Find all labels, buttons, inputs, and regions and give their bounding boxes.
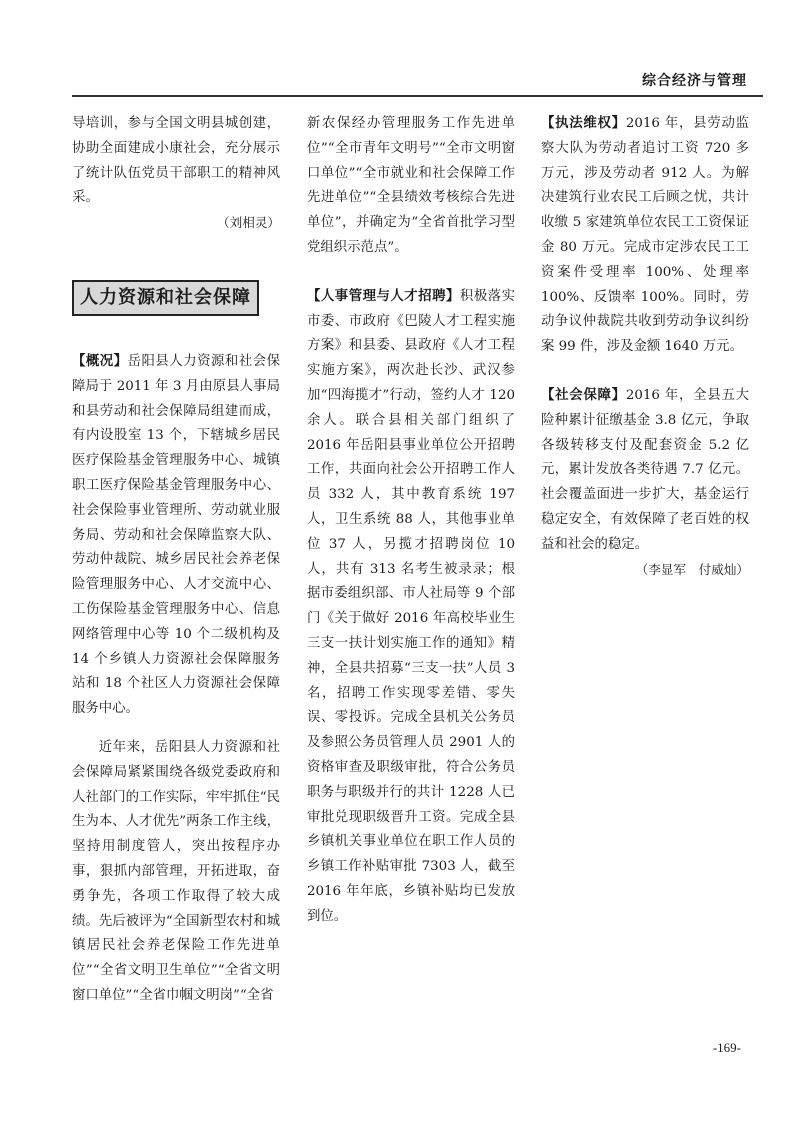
overview-paragraph-2-continued: 新农保经办管理服务工作先进单位”“全市青年文明号”“全市文明窗口单位”“全市就业和社会保障工作先进单位”“全县绩效考核综合先进单位”，并确定为“全省首批学习型党组织示范点”。 (307, 116, 515, 255)
running-header: 综合经济与管理 (642, 73, 747, 89)
insurance-paragraph (541, 384, 749, 558)
insurance-text: 2016 年，全县五大险种累计征缴基金 3.8 亿元，争取各级转移支付及配套资金 5.2 亿元，累计发放各类待遇 7.7 亿元。社会覆盖面进一步扩大，基金运行稳定安全，有效保障了老百姓的权益和社会的稳定。 (541, 387, 749, 552)
column-1 (72, 112, 280, 1009)
column-2 (307, 112, 515, 930)
overview-paragraph (72, 350, 280, 722)
prev-section-text: 导培训，参与全国文明县城创建，协助全面建成小康社会，充分展示了统计队伍党员干部职工的精神风采。 (72, 116, 280, 206)
insurance-tag: 【社会保障】 (541, 387, 626, 403)
section-heading (72, 280, 280, 316)
overview-text: 岳阳县人力资源和社会保障局于 2011 年 3 月由原县人事局和县劳动和社会保障局组建而成，有内设股室 13 个，下辖城乡居民医疗保险基金管理服务中心、城镇职工医疗保险基金管理服务中心、社会保险事业管理所、劳动就业服务局、劳动和社会保障监察大队、劳动仲裁院、城乡居民社会养老保险管理服务中心、人才交流中心、工伤保险基金管理服务中心、信息网络管理中心等 10 个二级机构及 14 个乡镇人力资源社会保障服务站和 18 个社区人力资源社会保障服务中心。 (72, 353, 281, 717)
section-title: 人力资源和社会保障 (72, 280, 259, 316)
personnel-tag: 【人事管理与人才招聘】 (307, 288, 460, 304)
column-3 (541, 112, 749, 582)
header-rule (72, 95, 763, 97)
prev-section-signature: （刘相灵） (217, 215, 280, 231)
overview-paragraph-2: 近年来，岳阳县人力资源和社会保障局紧紧围绕各级党委政府和人社部门的工作实际，牢牢抓住“民生为本、人才优先”两条工作主线，坚持用制度管人，突出按程序办事，狠抓内部管理，开拓进取，奋勇争先，各项工作取得了较大成绩。先后被评为“全国新型农村和城镇居民社会养老保险工作先进单位”“全省文明卫生单位”“全省文明窗口单位”“全省巾帼文明岗”“全省 (72, 739, 280, 1003)
section-signature: （李显军 付威灿） (635, 561, 749, 577)
enforcement-text: 2016 年，县劳动监察大队为劳动者追讨工资 720 多万元，涉及劳动者 912 人。为解决建筑行业农民工后顾之忧，共计收缴 5 家建筑单位农民工工资保证金 80 万元。完成市定涉农民工工资案件受理率 100%、处理率 100%、反馈率 100%。同时，劳动争议仲裁院共收到劳动争议纠纷案 99 件，涉及金额 1640 万元。 (541, 116, 749, 355)
enforcement-paragraph (541, 112, 749, 360)
page-number: -169- (712, 1040, 741, 1055)
enforcement-tag: 【执法维权】 (541, 116, 626, 131)
overview-tag: 【概况】 (72, 353, 128, 369)
personnel-text: 积极落实市委、市政府《巴陵人才工程实施方案》和县委、县政府《人才工程实施方案》，两次赴长沙、武汉参加“四海揽才”行动，签约人才 120 余人。联合县相关部门组织了 2016 年岳阳县事业单位公开招聘工作，共面向社会公开招聘工作人员 332 人，其中教育系统 197 人，卫生系统 88 人，其他事业单位 37 人，另揽才招聘岗位 10 人，共有 313 名考生被录录；根据市委组织部、市人社局等 9 个部门《关于做好 2016 年高校毕业生三支一扶计划实施工作的通知》精神，全县共招募“三支一扶”人员 3 名，招聘工作实现零差错、零失误、零投诉。完成全县机关公务员及参照公务员管理人员 2901 人的资格审查及职级审批，符合公务员职务与职级并行的共计 1228 人已审批兑现职级晋升工资。完成全县乡镇机关事业单位在职工作人员的乡镇工作补贴审批 7303 人，截至 2016 年年底，乡镇补贴均已发放到位。 (307, 288, 516, 924)
personnel-paragraph (307, 285, 515, 930)
